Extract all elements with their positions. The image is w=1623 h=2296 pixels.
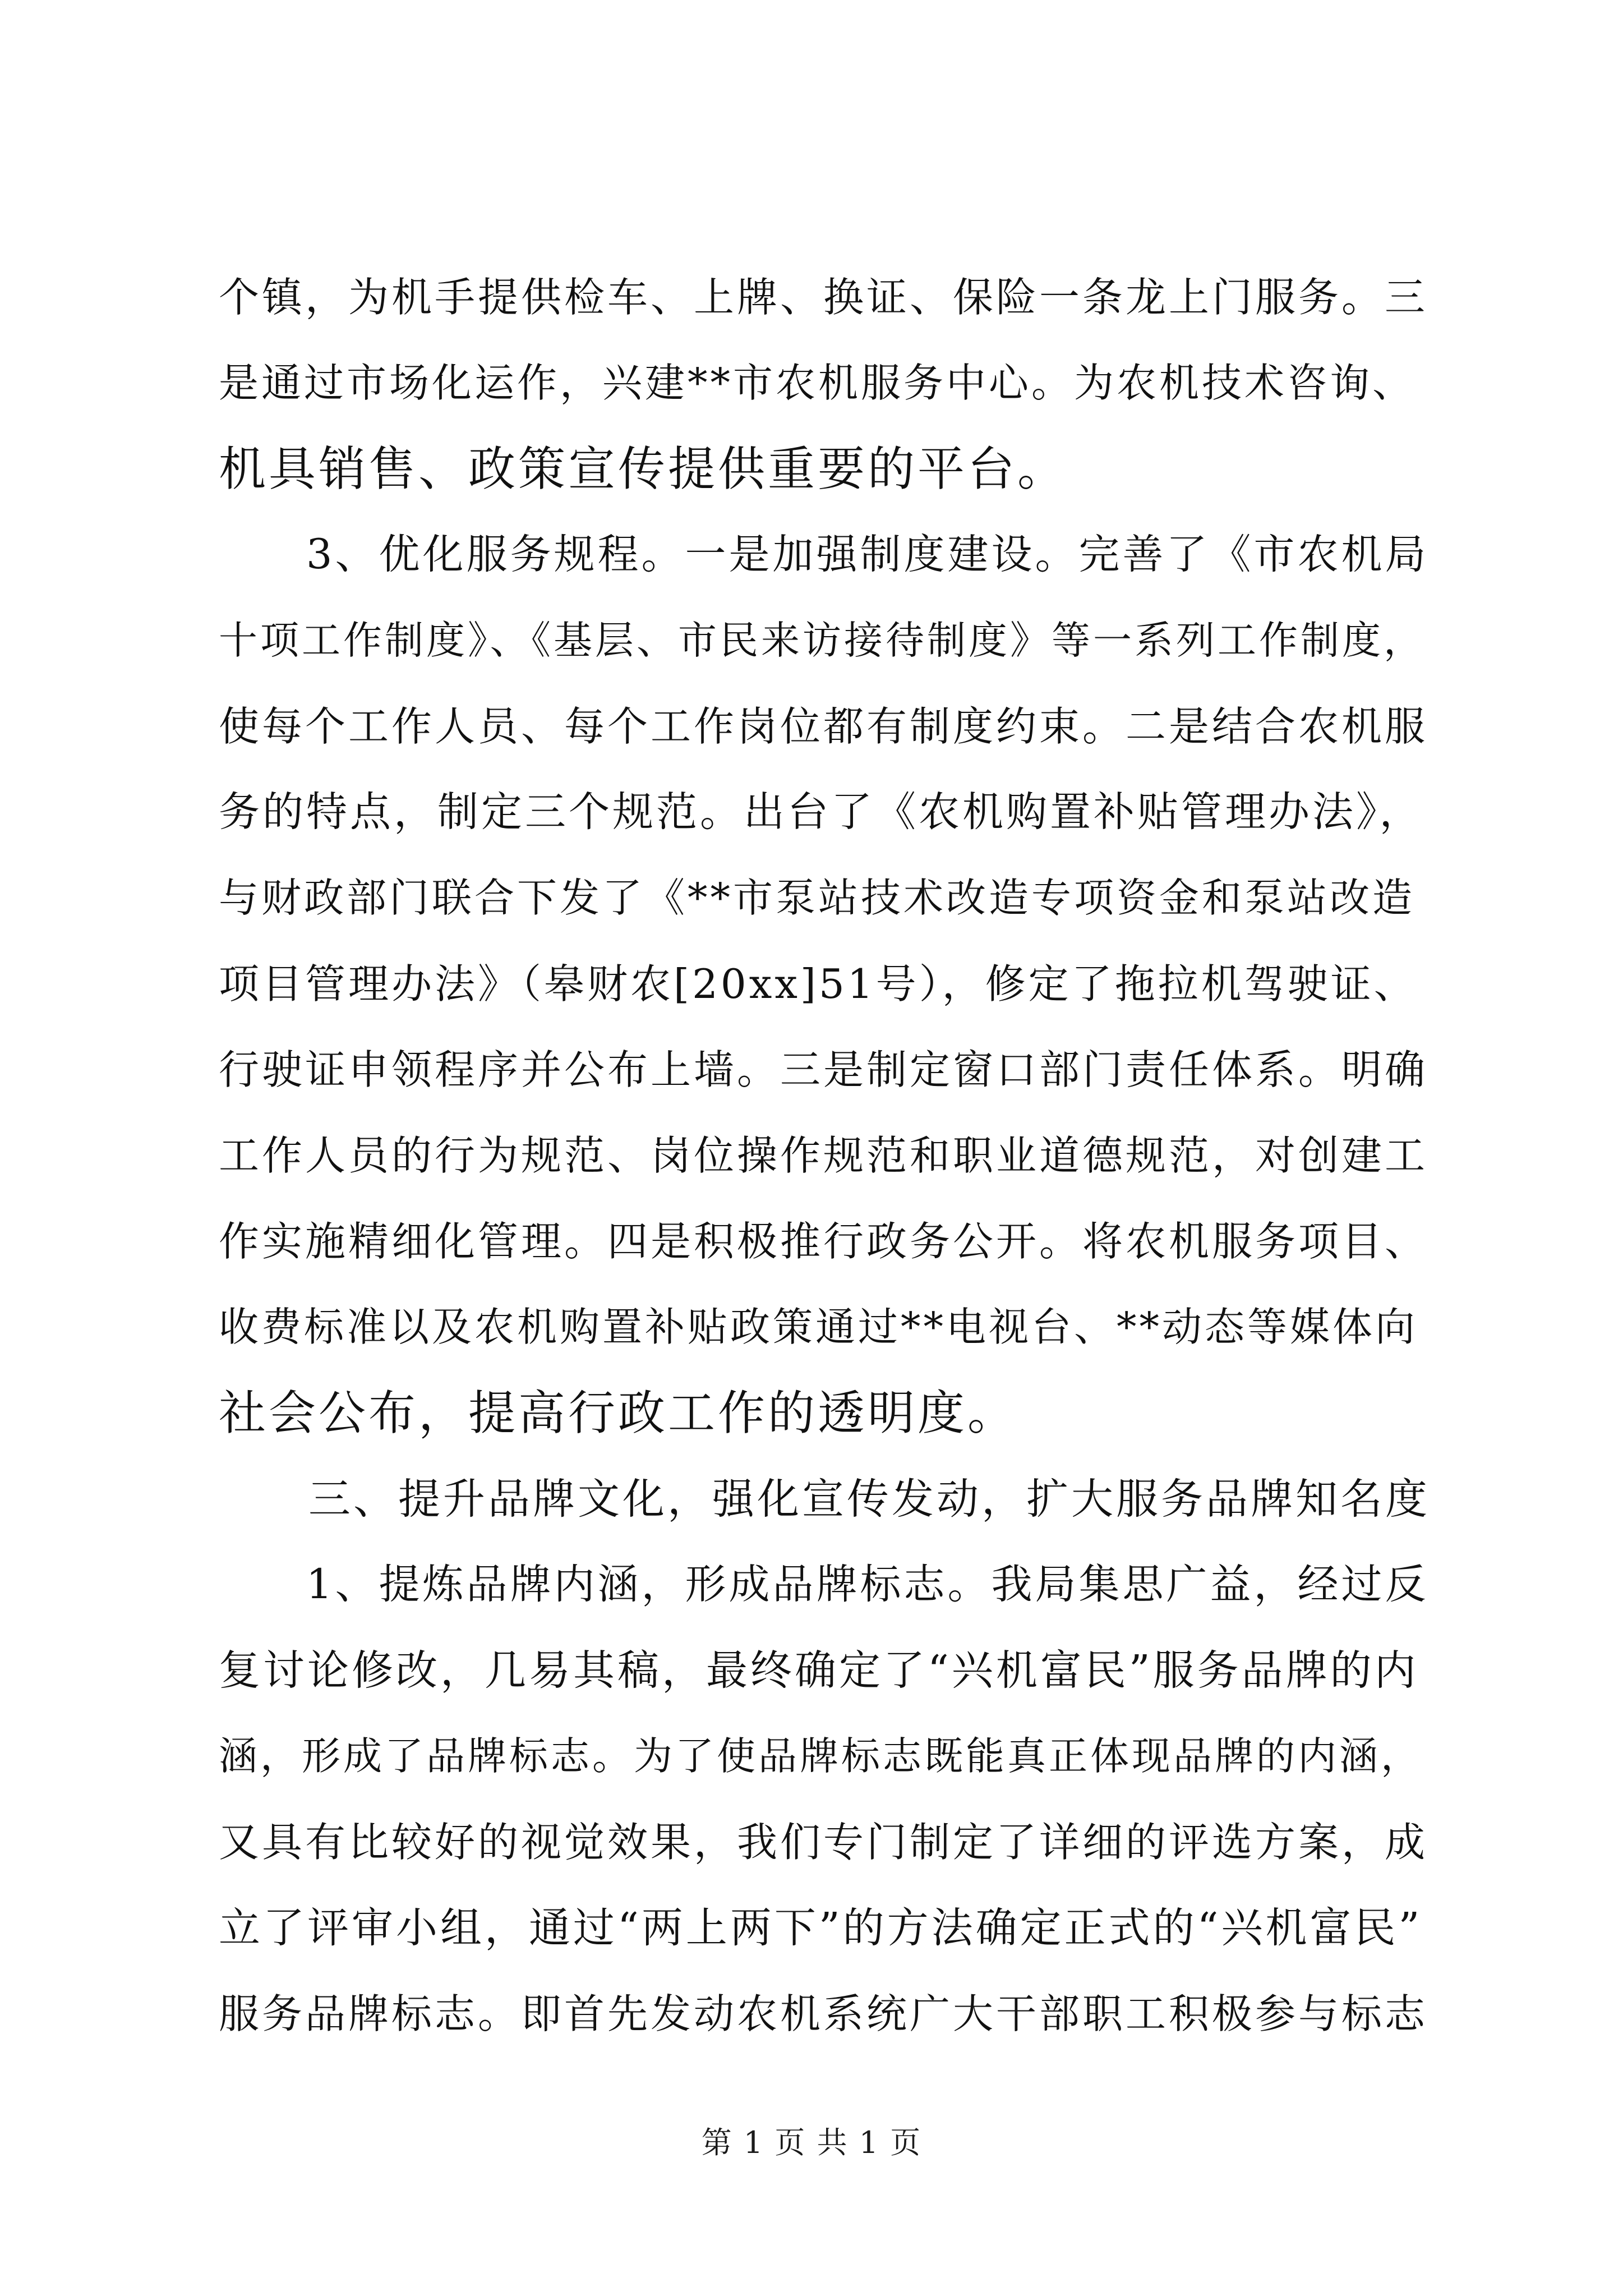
text-line: 复讨论修改，几易其稿，最终确定了“兴机富民”服务品牌的内 xyxy=(219,1646,1419,1695)
text-line: 社会公布，提高行政工作的透明度。 xyxy=(219,1386,1018,1441)
text-line: 是通过市场化运作，兴建**市农机服务中心。为农机技术咨询、 xyxy=(219,360,1415,406)
text-line: 作实施精细化管理。四是积极推行政务公开。将农机服务项目、 xyxy=(219,1218,1428,1265)
text-line: 又具有比较好的视觉效果，我们专门制定了详细的评选方案，成 xyxy=(219,1819,1428,1866)
text-line: 使每个工作人员、每个工作岗位都有制度约束。二是结合农机服 xyxy=(219,703,1428,750)
section-heading: 三、提升品牌文化，强化宣传发动，扩大服务品牌知名度 xyxy=(219,1474,1431,1524)
text-line: 个镇，为机手提供检车、上牌、换证、保险一条龙上门服务。三 xyxy=(219,274,1428,321)
text-line: 务的特点，制定三个规范。出台了《农机购置补贴管理办法》， xyxy=(219,788,1423,836)
text-line: 行驶证申领程序并公布上墙。三是制定窗口部门责任体系。明确 xyxy=(219,1046,1428,1093)
text-line: 十项工作制度》、《基层、市民来访接待制度》等一系列工作制度， xyxy=(219,618,1425,663)
text-line: 服务品牌标志。即首先发动农机系统广大干部职工积极参与标志 xyxy=(219,1990,1428,2037)
text-line: 工作人员的行为规范、岗位操作规范和职业道德规范，对创建工 xyxy=(219,1132,1428,1179)
text-line: 立了评审小组，通过“两上两下”的方法确定正式的“兴机富民” xyxy=(219,1904,1423,1952)
page-number-footer: 第 1 页 共 1 页 xyxy=(701,2125,922,2160)
text-line: 涵，形成了品牌标志。为了使品牌标志既能真正体现品牌的内涵， xyxy=(219,1734,1422,1779)
text-line: 与财政部门联合下发了《**市泵站技术改造专项资金和泵站改造 xyxy=(219,875,1415,921)
text-line: 3、优化服务规程。一是加强制度建设。完善了《市农机局 xyxy=(219,531,1429,578)
text-line: 1、提炼品牌内涵，形成品牌标志。我局集思广益，经过反 xyxy=(219,1561,1429,1608)
text-line: 收费标准以及农机购置补贴政策通过**电视台、**动态等媒体向 xyxy=(219,1304,1418,1350)
text-line: 机具销售、政策宣传提供重要的平台。 xyxy=(219,441,1068,496)
text-line: 项目管理办法》（皋财农[20xx]51号），修定了拖拉机驾驶证、 xyxy=(219,960,1417,1007)
